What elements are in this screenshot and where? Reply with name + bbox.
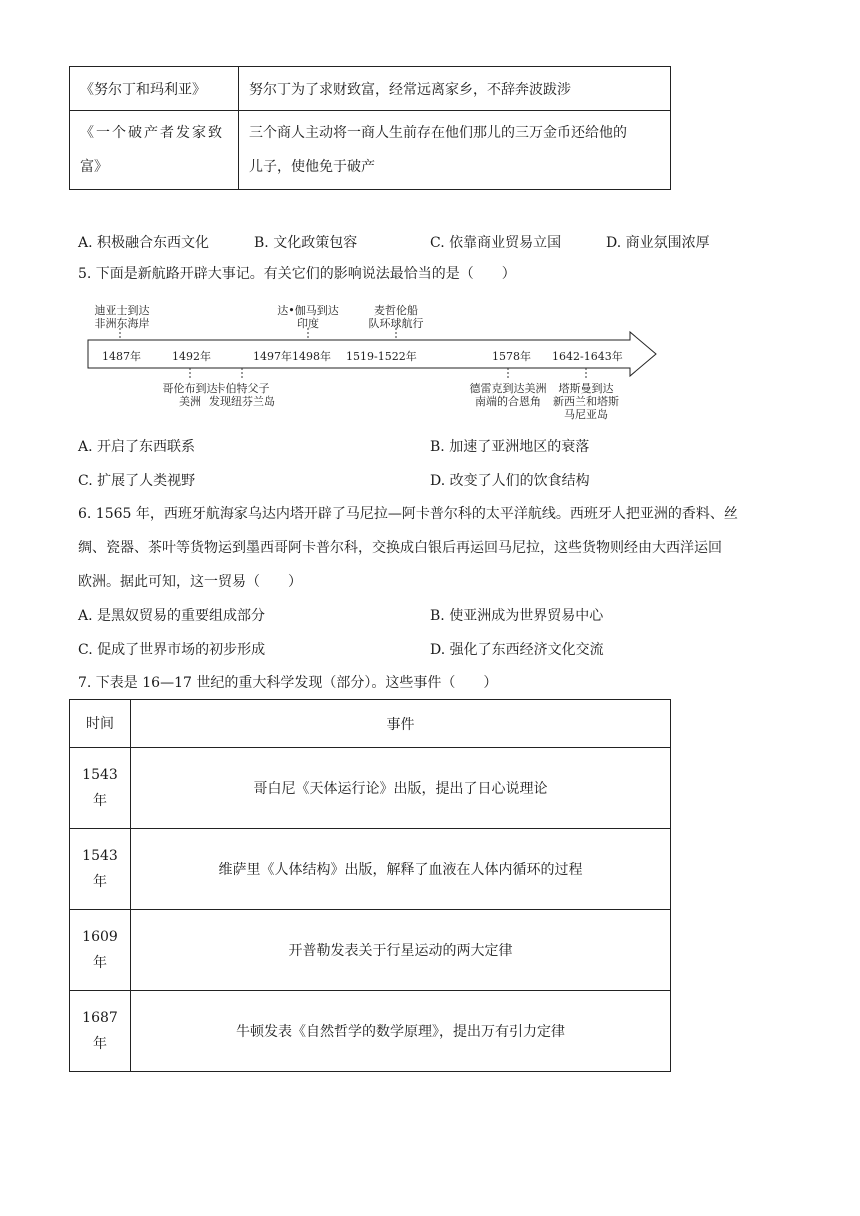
option-d[interactable]: D. 改变了人们的饮食结构 bbox=[430, 473, 590, 489]
table-row bbox=[70, 748, 671, 829]
event-line: 卡伯特父子 bbox=[214, 382, 270, 395]
option-c[interactable]: C. 扩展了人类视野 bbox=[78, 473, 196, 489]
timeline-year: 1492年 bbox=[172, 350, 211, 363]
table-cell-title: 《努尔丁和玛利亚》 bbox=[70, 67, 239, 111]
cell-event: 开普勒发表关于行星运动的两大定律 bbox=[131, 910, 671, 991]
cell-event: 牛顿发表《自然哲学的数学原理》，提出万有引力定律 bbox=[131, 991, 671, 1072]
timeline-year: 1498年 bbox=[292, 350, 331, 363]
event-line: 迪亚士到达 bbox=[94, 304, 150, 317]
table-row bbox=[70, 829, 671, 910]
header-event: 事件 bbox=[131, 700, 671, 748]
option-d[interactable]: D. 商业氛围浓厚 bbox=[606, 235, 710, 251]
option-a[interactable]: A. 积极融合东西文化 bbox=[78, 235, 210, 251]
question-6-line: 绸、瓷器、茶叶等货物运到墨西哥阿卡普尔科，交换成白银后再运回马尼拉，这些货物则经由大西洋运回 bbox=[78, 540, 722, 556]
cell-line: 三个商人主动将一商人生前存在他们那儿的三万金币还给他的 bbox=[249, 125, 627, 141]
event-line: 非洲东海岸 bbox=[94, 317, 150, 330]
option-b[interactable]: B. 文化政策包容 bbox=[254, 235, 358, 251]
option-d[interactable]: D. 强化了东西经济文化交流 bbox=[430, 642, 604, 658]
year-unit: 年 bbox=[93, 793, 107, 809]
option-a[interactable]: A. 是黑奴贸易的重要组成部分 bbox=[78, 608, 266, 624]
year-unit: 年 bbox=[93, 955, 107, 971]
event-line: 麦哲伦船 bbox=[374, 304, 418, 317]
table-row bbox=[70, 910, 671, 991]
table-row bbox=[70, 111, 671, 190]
cell-line: 儿子，使他免于破产 bbox=[249, 159, 375, 175]
question-6-line: 6. 1565 年，西班牙航海家乌达内塔开辟了马尼拉—阿卡普尔科的太平洋航线。西班牙人把亚洲的香料、丝 bbox=[78, 506, 738, 522]
year-value: 1609 bbox=[82, 929, 118, 945]
table-row bbox=[70, 991, 671, 1072]
timeline-year: 1497年 bbox=[253, 350, 292, 363]
timeline-event-magellan bbox=[356, 304, 436, 330]
table-cell-content: 努尔丁为了求财致富，经常远离家乡，不辞奔波跋涉 bbox=[239, 67, 671, 111]
cell-year bbox=[70, 910, 131, 991]
option-b[interactable]: B. 使亚洲成为世界贸易中心 bbox=[430, 608, 604, 624]
header-time: 时间 bbox=[70, 700, 131, 748]
year-unit: 年 bbox=[93, 874, 107, 890]
question-6-line: 欧洲。据此可知，这一贸易（ ） bbox=[78, 574, 302, 590]
event-line: 达•伽马到达 bbox=[277, 304, 339, 317]
event-line: 新西兰和塔斯 bbox=[553, 395, 619, 408]
event-line: 德雷克到达美洲 bbox=[469, 382, 547, 395]
table-cell-title bbox=[70, 111, 239, 190]
event-line: 马尼亚岛 bbox=[564, 408, 608, 421]
timeline-figure bbox=[78, 300, 668, 424]
timeline-event-tasman bbox=[546, 382, 626, 421]
timeline-year: 1578年 bbox=[492, 350, 531, 363]
table-row bbox=[70, 67, 671, 111]
timeline-year: 1642-1643年 bbox=[552, 350, 623, 363]
table-cell-content bbox=[239, 111, 671, 190]
cell-year bbox=[70, 991, 131, 1072]
timeline-year: 1487年 bbox=[102, 350, 141, 363]
option-c[interactable]: C. 依靠商业贸易立国 bbox=[430, 235, 562, 251]
event-line: 美洲 bbox=[179, 395, 201, 408]
literature-table bbox=[69, 66, 671, 190]
option-b[interactable]: B. 加速了亚洲地区的衰落 bbox=[430, 439, 590, 455]
timeline-event-drake bbox=[458, 382, 558, 408]
option-c[interactable]: C. 促成了世界市场的初步形成 bbox=[78, 642, 266, 658]
timeline-event-dias bbox=[82, 304, 162, 330]
event-line: 塔斯曼到达 bbox=[558, 382, 614, 395]
year-value: 1543 bbox=[82, 767, 118, 783]
cell-year bbox=[70, 829, 131, 910]
year-value: 1543 bbox=[82, 848, 118, 864]
cell-event: 维萨里《人体结构》出版，解释了血液在人体内循环的过程 bbox=[131, 829, 671, 910]
year-unit: 年 bbox=[93, 1036, 107, 1052]
cell-year bbox=[70, 748, 131, 829]
question-7-stem: 7. 下表是 16—17 世纪的重大科学发现（部分）。这些事件（ ） bbox=[78, 675, 498, 691]
event-line: 发现纽芬兰岛 bbox=[209, 395, 275, 408]
option-a[interactable]: A. 开启了东西联系 bbox=[78, 439, 196, 455]
cell-line: 富》 bbox=[80, 159, 108, 175]
event-line: 印度 bbox=[297, 317, 319, 330]
science-table bbox=[69, 699, 671, 1072]
timeline-event-gama bbox=[268, 304, 348, 330]
timeline-year: 1519-1522年 bbox=[346, 350, 417, 363]
event-line: 队环球航行 bbox=[368, 317, 424, 330]
year-value: 1687 bbox=[82, 1010, 118, 1026]
question-5-stem: 5. 下面是新航路开辟大事记。有关它们的影响说法最恰当的是（ ） bbox=[78, 266, 516, 282]
cell-line: 《一个破产者发家致 bbox=[80, 125, 224, 141]
event-line: 哥伦布到达 bbox=[162, 382, 218, 395]
event-line: 南端的合恩角 bbox=[475, 395, 541, 408]
cell-event: 哥白尼《天体运行论》出版，提出了日心说理论 bbox=[131, 748, 671, 829]
table-header-row bbox=[70, 700, 671, 748]
timeline-event-cabot bbox=[196, 382, 288, 408]
